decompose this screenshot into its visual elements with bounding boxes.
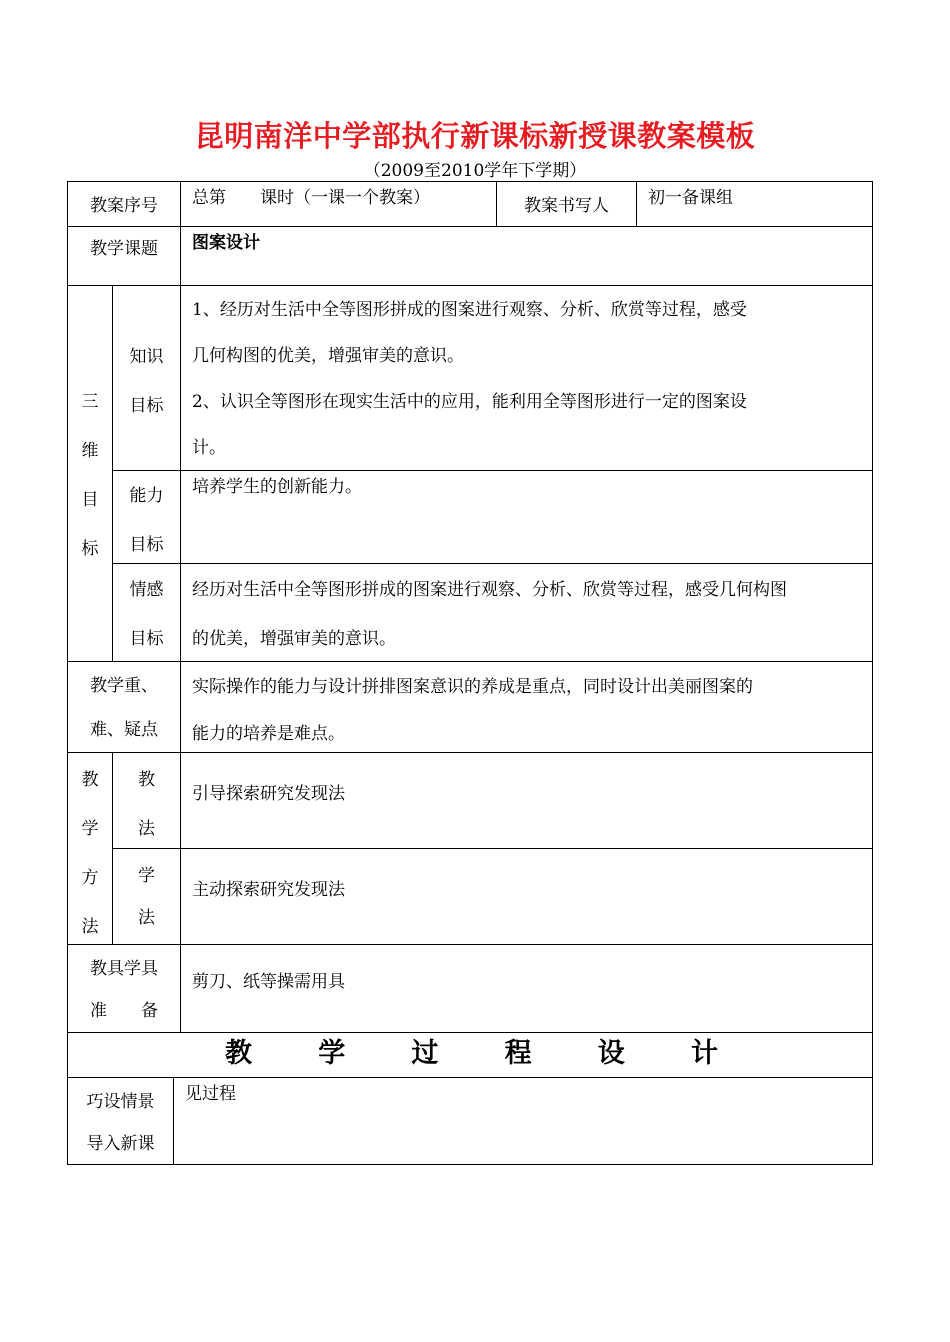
document-subtitle: （2009至2010学年下学期） bbox=[363, 161, 587, 181]
teaching-method-text: 引导探索研究发现法 bbox=[192, 784, 345, 804]
teaching-tools-text: 剪刀、纸等操需用具 bbox=[192, 972, 345, 992]
learning-method-label: 学 法 bbox=[138, 866, 155, 928]
three-dim-goals-label: 三 维 目 标 bbox=[81, 392, 99, 559]
lesson-number-value: 总第 课时（一课一个教案） bbox=[192, 188, 430, 208]
intro-text: 见过程 bbox=[185, 1084, 236, 1104]
learning-method-text: 主动探索研究发现法 bbox=[192, 880, 345, 900]
knowledge-goal-text: 1、经历对生活中全等图形拼成的图案进行观察、分析、欣赏等过程，感受 几何构图的优美，增强审美的意识。 2、认识全等图形在现实生活中的应用，能利用全等图形进行一定的图案设 计。 bbox=[192, 300, 747, 458]
writer-value: 初一备课组 bbox=[648, 188, 733, 208]
emotion-goal-text: 经历对生活中全等图形拼成的图案进行观察、分析、欣赏等过程，感受几何构图 的优美，增强审美的意识。 bbox=[192, 580, 787, 649]
ability-goal-label: 能力 目标 bbox=[129, 486, 164, 555]
teaching-methods-label: 教 学 方 法 bbox=[81, 770, 99, 937]
key-points-text: 实际操作的能力与设计拼排图案意识的养成是重点，同时设计出美丽图案的 能力的培养是难点。 bbox=[192, 677, 753, 744]
emotion-goal-label: 情感 目标 bbox=[129, 580, 164, 649]
topic-value: 图案设计 bbox=[192, 233, 260, 253]
ability-goal-text: 培养学生的创新能力。 bbox=[192, 477, 362, 497]
process-design-heading: 教 学 过 程 设 计 bbox=[225, 1038, 720, 1069]
intro-label: 巧设情景 导入新课 bbox=[86, 1092, 155, 1154]
teaching-tools-label: 教具学具 准 备 bbox=[90, 959, 158, 1021]
knowledge-goal-label: 知识 目标 bbox=[129, 347, 164, 416]
teaching-method-label: 教 法 bbox=[138, 770, 155, 839]
document-title: 昆明南洋中学部执行新课标新授课教案模板 bbox=[194, 119, 756, 153]
topic-label: 教学课题 bbox=[90, 239, 158, 259]
writer-label: 教案书写人 bbox=[524, 196, 609, 216]
key-points-label: 教学重、 难、疑点 bbox=[90, 676, 158, 740]
lesson-number-label: 教案序号 bbox=[90, 196, 158, 216]
